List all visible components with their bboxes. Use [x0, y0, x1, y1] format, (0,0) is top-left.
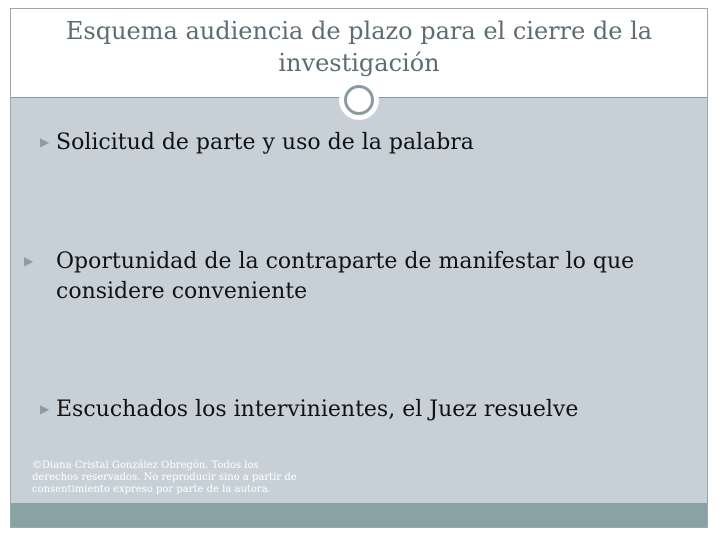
bullet-item-3 [40, 394, 680, 425]
bullet-item-2 [24, 246, 696, 307]
circle-ring-icon [339, 80, 379, 120]
footer-bar [11, 503, 707, 527]
bullet-arrow-icon: ▶ [40, 402, 50, 416]
copyright-notice: ©Diana Cristal González Obregón. Todos los derechos reservados. No reproducir sino a partir de consentimiento expreso por parte de la autora. [32, 460, 297, 495]
bullet-arrow-icon: ▶ [40, 135, 50, 149]
bullet-text: Escuchados los intervinientes, el Juez resuelve [56, 397, 579, 422]
slide-title: Esquema audiencia de plazo para el cierre de la investigación [65, 17, 653, 77]
bullet-text: Solicitud de parte y uso de la palabra [56, 130, 474, 155]
bullet-arrow-icon: ▶ [24, 254, 34, 268]
bullet-item-1 [40, 127, 680, 158]
bullet-text: Oportunidad de la contraparte de manifestar lo que considere conveniente [56, 249, 635, 304]
